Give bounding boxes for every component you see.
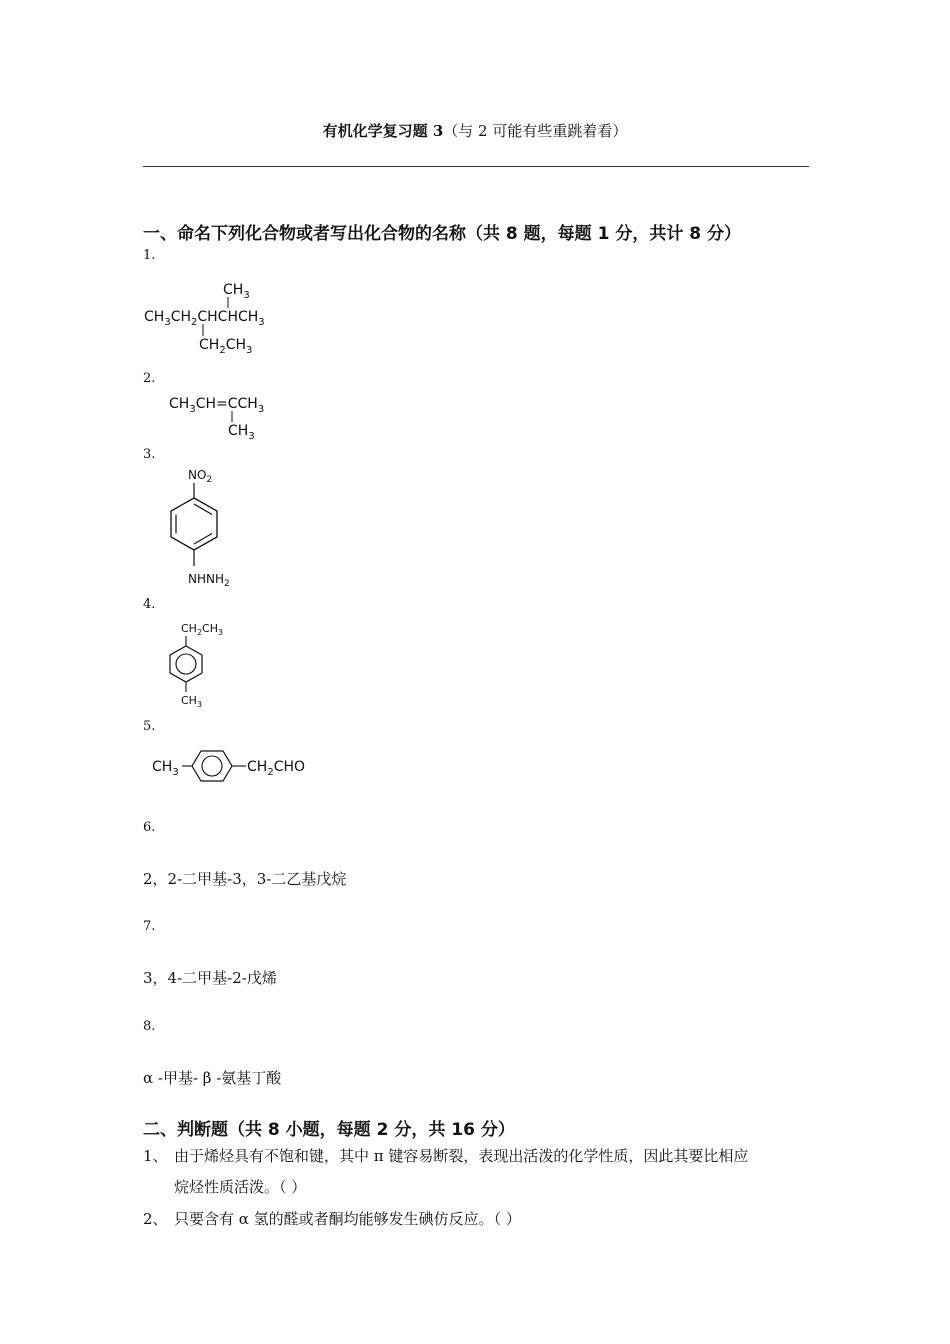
item5-structure — [148, 745, 328, 785]
judge2-number: 2、 — [143, 1210, 168, 1228]
item3-benzene-ring — [171, 498, 217, 550]
item3-number: 3. — [143, 447, 156, 462]
item2-structure — [165, 388, 285, 440]
item2-main-chain: $CH_3CH=CCH_3$ — [169, 396, 265, 415]
item4-structure — [160, 618, 250, 714]
section1-heading: 一、命名下列化合物或者写出化合物的名称（共 8 题，每题 1 分，共计 8 分） — [143, 224, 741, 244]
item4-aromatic-circle — [176, 654, 196, 674]
section2-heading: 二、判断题（共 8 小题，每题 2 分，共 16 分） — [143, 1120, 515, 1140]
judge1-number: 1、 — [143, 1147, 168, 1165]
item2-number: 2. — [143, 371, 156, 386]
item1-main-chain: $CH_3CH_2CHCHCH_3$ — [144, 309, 265, 328]
item6-name: 2，2-二甲基-3，3-二乙基戊烷 — [143, 870, 347, 888]
item1-bottom-group: $CH_2CH_3$ — [199, 337, 253, 356]
item2-bottom-group: $CH_3$ — [228, 423, 255, 442]
judge2-text-line1: 只要含有 α 氢的醛或者酮均能够发生碘仿反应。（ ） — [174, 1210, 521, 1228]
item8-name: α -甲基- β -氨基丁酸 — [143, 1069, 282, 1087]
title-note: （与 2 可能有些重跳着看） — [443, 122, 628, 140]
item3-structure — [160, 463, 250, 593]
item7-name: 3，4-二甲基-2-戊烯 — [143, 969, 277, 987]
item4-ethyl-group: $CH_2CH_3$ — [181, 622, 224, 637]
item1-top-group: $CH_3$ — [223, 282, 250, 301]
item3-nitro-group: $NO_2$ — [188, 468, 213, 485]
item8-number: 8. — [143, 1019, 156, 1034]
item3-hydrazine-group: $NHNH_2$ — [188, 572, 230, 589]
title-main: 有机化学复习题 3 — [322, 122, 444, 140]
item6-number: 6. — [143, 820, 156, 835]
item5-number: 5. — [143, 719, 156, 734]
item7-number: 7. — [143, 919, 156, 934]
item4-benzene-ring — [170, 646, 202, 682]
item4-methyl-group: $CH_3$ — [181, 694, 203, 709]
item5-aldehyde-group: $CH_2CHO$ — [247, 759, 306, 778]
item5-methyl-group: $CH_3$ — [152, 759, 179, 778]
judge1-text-line2: 烷烃性质活泼。（ ） — [174, 1178, 307, 1196]
item1-number: 1. — [143, 248, 156, 263]
item4-number: 4. — [143, 597, 156, 612]
page-title — [0, 120, 950, 141]
item1-structure — [140, 276, 300, 360]
judge1-text-line1: 由于烯烃具有不饱和键，其中 π 键容易断裂，表现出活泼的化学性质，因此其要比相应 — [174, 1147, 749, 1165]
item5-aromatic-circle — [202, 756, 222, 776]
title-divider — [143, 166, 809, 167]
